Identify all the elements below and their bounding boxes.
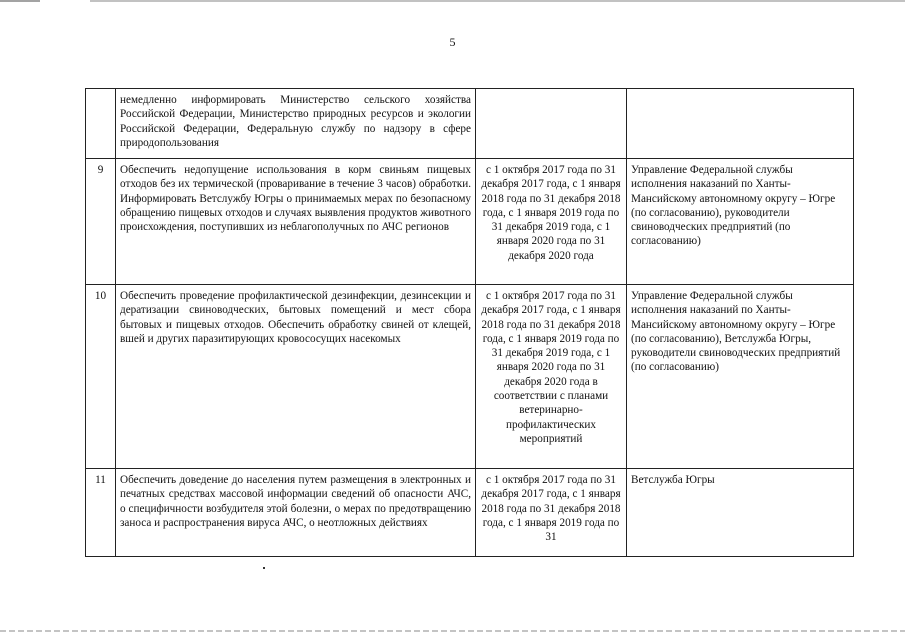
- dates-cell: с 1 октября 2017 года по 31 декабря 2017 года, с 1 января 2018 года по 31 декабря 2018 года, с 1 января 2019 года по 31 декабря 2019 года, с 1 января 2020 года по 31 декабря 2020 года: [476, 159, 627, 285]
- table-row: [86, 159, 854, 285]
- dates-cell: [476, 89, 627, 159]
- action-cell: Обеспечить доведение до населения путем размещения в электронных и печатных средствах массовой информации сведений об опасности АЧС, о специфичности возбудителя этой болезни, о мерах по предотвращению заноса и распространения вируса АЧС, о неотложных действиях: [116, 469, 476, 557]
- action-cell: Обеспечить недопущение использования в корм свиньям пищевых отходов без их термической (проваривание в течение 3 часов) обработки. Информировать Ветслужбу Югры о принимаемых мерах по безопасному обращению пищевых отходов и случаях выявления продуктов животного происхождения, поступивших из неблагополучных по АЧС регионов: [116, 159, 476, 285]
- dates-cell: с 1 октября 2017 года по 31 декабря 2017 года, с 1 января 2018 года по 31 декабря 2018 года, с 1 января 2019 года по 31 декабря 2019 года, с 1 января 2020 года по 31 декабря 2020 года в соответствии с планами ветеринарно-профилактических мероприятий: [476, 285, 627, 469]
- dates-cell: с 1 октября 2017 года по 31 декабря 2017 года, с 1 января 2018 года по 31 декабря 2018 года, с 1 января 2019 года по 31: [476, 469, 627, 557]
- responsible-cell: Управление Федеральной службы исполнения наказаний по Ханты-Мансийскому автономному округу – Югре (по согласованию), руководители свиноводческих предприятий (по согласованию): [627, 159, 854, 285]
- table-row: [86, 285, 854, 469]
- scan-edge-top: [0, 0, 905, 2]
- row-number: 9: [86, 159, 116, 285]
- table-row: [86, 89, 854, 159]
- row-number: 10: [86, 285, 116, 469]
- measures-table: [85, 88, 854, 557]
- scan-speck: [263, 567, 265, 569]
- scan-edge-bottom: [0, 630, 905, 632]
- responsible-cell: [627, 89, 854, 159]
- table-row: [86, 469, 854, 557]
- action-cell: немедленно информировать Министерство сельского хозяйства Российской Федерации, Министерство природных ресурсов и экологии Российской Федерации, Федеральную службу по надзору в сфере природопользования: [116, 89, 476, 159]
- row-number: [86, 89, 116, 159]
- page-number: 5: [449, 35, 456, 49]
- row-number: 11: [86, 469, 116, 557]
- responsible-cell: Управление Федеральной службы исполнения наказаний по Ханты-Мансийскому автономному округу – Югре (по согласованию), Ветслужба Югры, руководители свиноводческих предприятий (по согласованию): [627, 285, 854, 469]
- action-cell: Обеспечить проведение профилактической дезинфекции, дезинсекции и дератизации свиноводческих, бытовых помещений и мест сбора бытовых и пищевых отходов. Обеспечить обработку свиней от клещей, вшей и других паразитирующих кровососущих насекомых: [116, 285, 476, 469]
- responsible-cell: Ветслужба Югры: [627, 469, 854, 557]
